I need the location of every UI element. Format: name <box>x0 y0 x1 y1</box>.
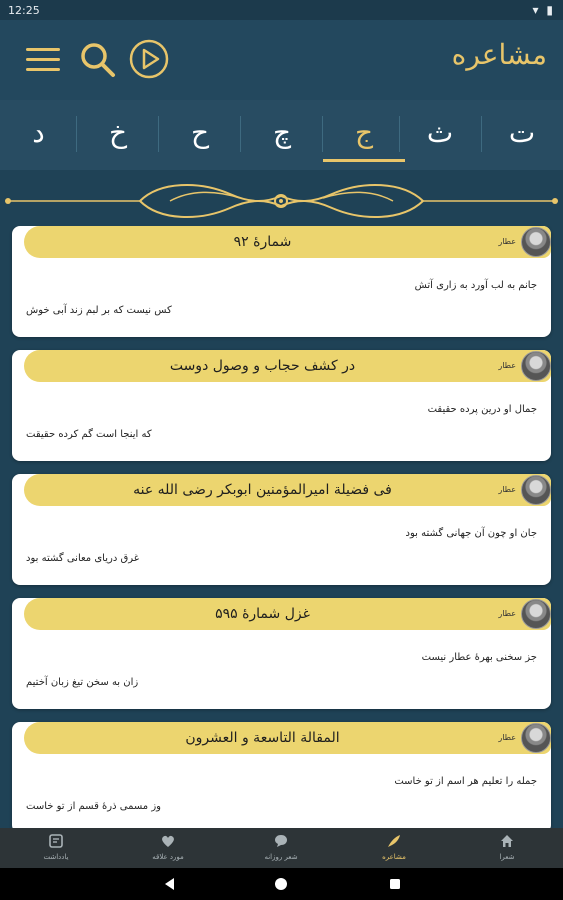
play-circle-icon[interactable] <box>128 38 170 80</box>
home-circle-icon[interactable] <box>273 876 289 892</box>
poem-card[interactable] <box>12 474 551 585</box>
tab-letter-jim[interactable]: ج <box>323 100 405 170</box>
nav-mosha-ere[interactable] <box>338 828 450 868</box>
poet-name: عطار <box>498 485 516 494</box>
poem-title: المقالة التاسعة و العشرون <box>185 730 340 746</box>
nav-daily-poem[interactable] <box>225 828 337 868</box>
app-bar <box>0 20 563 100</box>
poem-list[interactable] <box>0 226 563 828</box>
verse-first-line: جان او چون آن جهانی گشته بود <box>405 528 537 539</box>
poem-card-header <box>24 350 551 382</box>
chat-bubble-icon <box>273 833 289 849</box>
recents-icon[interactable] <box>387 876 403 892</box>
bottom-navigation <box>0 828 563 868</box>
poem-card-header <box>24 226 551 258</box>
verse-second-line: کس نیست که بر لبم زند آبی خوش <box>26 305 172 316</box>
home-icon <box>499 833 515 849</box>
poet-name: عطار <box>498 609 516 618</box>
verse-first-line: جمال او درین پرده حقیقت <box>427 404 537 415</box>
verse-first-line: جز سخنی بهرهٔ عطار نیست <box>421 652 537 663</box>
poem-card[interactable] <box>12 598 551 709</box>
poet-avatar <box>521 351 551 381</box>
nav-notes[interactable] <box>0 828 112 868</box>
verse-second-line: غرق دریای معانی گشته بود <box>26 553 139 564</box>
letter-tabs <box>0 100 563 170</box>
tab-letter-te[interactable]: ت <box>508 116 536 149</box>
poet-name: عطار <box>498 733 516 742</box>
hamburger-menu-icon[interactable] <box>26 46 60 74</box>
feather-icon <box>386 833 402 849</box>
poem-title: شمارهٔ ۹۲ <box>233 234 292 250</box>
status-system-icons: ▾ ▮ <box>532 3 555 17</box>
note-icon <box>48 833 64 849</box>
poet-avatar <box>521 723 551 753</box>
poem-card-header <box>24 598 551 630</box>
tab-letter-se[interactable]: ث <box>426 116 454 149</box>
app-title: مشاعره <box>451 38 547 71</box>
poet-name: عطار <box>498 237 516 246</box>
status-time: 12:25 <box>8 4 40 17</box>
tab-letter-dal[interactable]: د <box>32 116 45 149</box>
verse-first-line: جمله را تعلیم هر اسم از تو خاست <box>394 776 537 787</box>
poem-card[interactable] <box>12 226 551 337</box>
poet-avatar <box>521 599 551 629</box>
nav-label: مورد علاقه <box>152 853 184 861</box>
tab-letter-che[interactable]: چ <box>272 116 292 149</box>
verse-second-line: زان به سخن تیغ زبان آختیم <box>26 677 139 688</box>
poem-card[interactable] <box>12 350 551 461</box>
verse-second-line: وز مسمی ذرهٔ قسم از تو خاست <box>26 801 161 812</box>
poem-card-header <box>24 722 551 754</box>
poet-avatar <box>521 227 551 257</box>
nav-label: شعر روزانه <box>264 853 298 861</box>
status-bar <box>0 0 563 20</box>
tab-divider <box>481 116 482 152</box>
poem-card-header <box>24 474 551 506</box>
poem-title: در کشف حجاب و وصول دوست <box>169 358 356 374</box>
tab-letter-khe[interactable]: خ <box>108 116 128 149</box>
poem-title: فی فضیلة امیرالمؤمنین ابوبکر رضی الله عنه <box>133 482 392 498</box>
poet-name: عطار <box>498 361 516 370</box>
back-icon[interactable] <box>162 876 178 892</box>
poem-title: غزل شمارهٔ ۵۹۵ <box>215 606 310 622</box>
verse-first-line: جانم به لب آورد به زاری آتش <box>414 280 537 291</box>
heart-icon <box>160 833 176 849</box>
tab-letter-he[interactable]: ح <box>190 116 210 149</box>
system-navigation-bar <box>0 868 563 900</box>
nav-favorites[interactable] <box>112 828 224 868</box>
poem-card[interactable] <box>12 722 551 828</box>
ornamental-divider <box>0 176 563 226</box>
nav-label: مشاعره <box>382 853 406 861</box>
nav-label: شعرا <box>499 853 515 861</box>
poet-avatar <box>521 475 551 505</box>
nav-label: یادداشت <box>43 853 69 861</box>
nav-poets[interactable] <box>451 828 563 868</box>
search-icon[interactable] <box>78 40 118 80</box>
verse-second-line: که اینجا است گم کرده حقیقت <box>26 429 152 440</box>
